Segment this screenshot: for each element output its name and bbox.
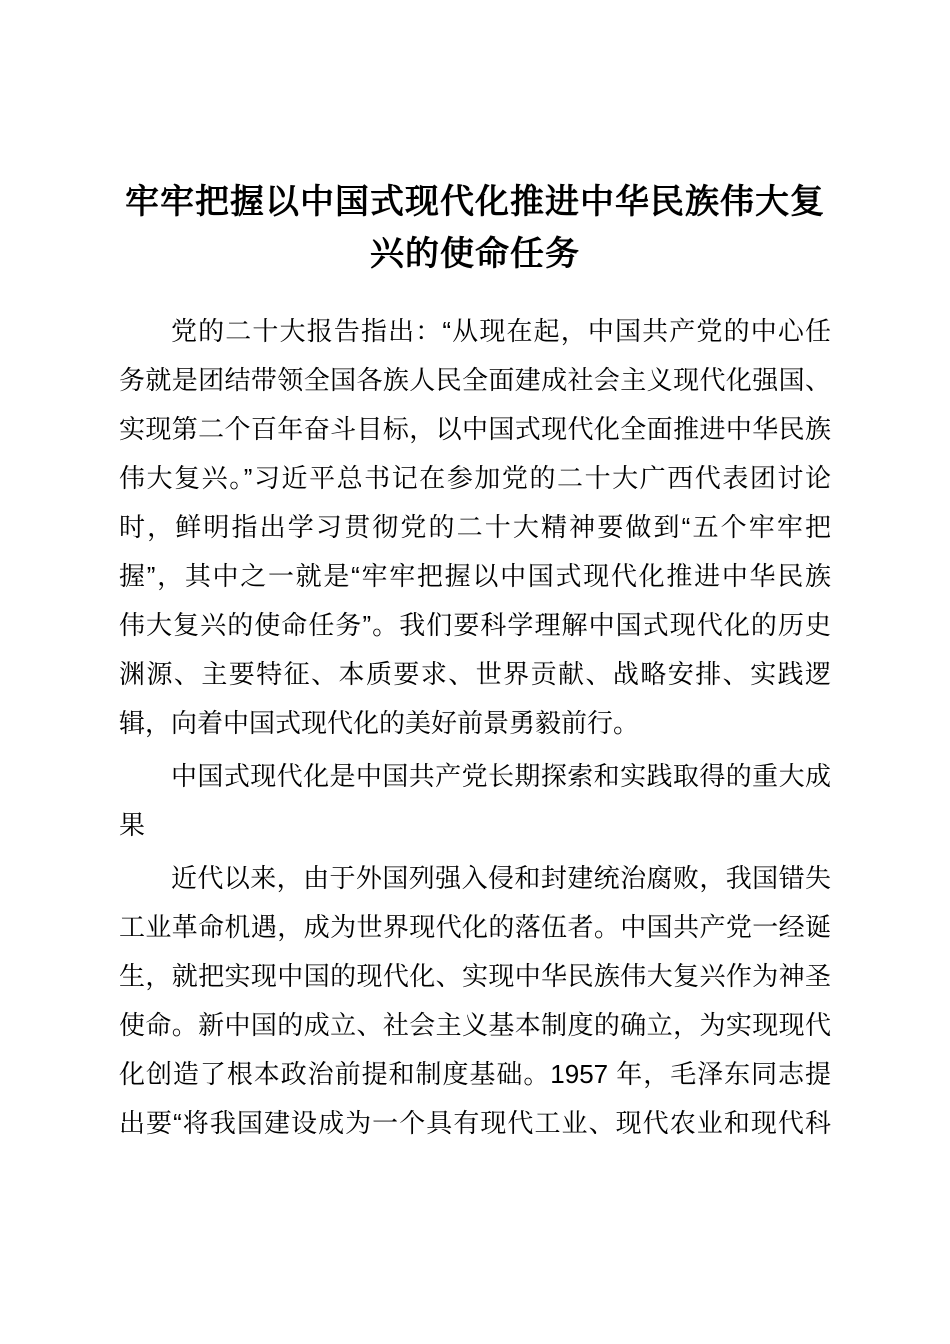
paragraph-2 (119, 752, 831, 850)
text-line: 中国式现代化是中国共产党长期探索和实践取得的重大成 (171, 761, 831, 791)
text-line: 握”，其中之一就是“牢牢把握以中国式现代化推进中华民族 (119, 561, 831, 591)
paragraph-1 (119, 307, 831, 748)
document-body (119, 307, 831, 1148)
title-line: 牢牢把握以中国式现代化推进中华民族伟大复 (125, 183, 825, 221)
text-line: 果 (119, 810, 146, 840)
text-line: 辑，向着中国式现代化的美好前景勇毅前行。 (119, 708, 640, 738)
text-line: 党的二十大报告指出：“从现在起，中国共产党的中心任 (171, 316, 831, 346)
text-line: 化创造了根本政治前提和制度基础。1957 年，毛泽东同志提 (119, 1059, 831, 1089)
title-line: 兴的使命任务 (370, 235, 580, 273)
text-line: 渊源、主要特征、本质要求、世界贡献、战略安排、实践逻 (119, 659, 831, 689)
text-line: 近代以来，由于外国列强入侵和封建统治腐败，我国错失 (171, 863, 831, 893)
text-line: 伟大复兴。”习近平总书记在参加党的二十大广西代表团讨论 (119, 463, 831, 493)
text-line: 使命。新中国的成立、社会主义基本制度的确立，为实现现代 (119, 1010, 831, 1040)
text-line: 伟大复兴的使命任务”。我们要科学理解中国式现代化的历史 (119, 610, 831, 640)
text-line: 时，鲜明指出学习贯彻党的二十大精神要做到“五个牢牢把 (119, 512, 831, 542)
document-title (119, 176, 831, 280)
text-line: 出要“将我国建设成为一个具有现代工业、现代农业和现代科 (119, 1108, 831, 1138)
text-line: 实现第二个百年奋斗目标，以中国式现代化全面推进中华民族 (119, 414, 831, 444)
text-line: 工业革命机遇，成为世界现代化的落伍者。中国共产党一经诞 (119, 912, 831, 942)
text-line: 生，就把实现中国的现代化、实现中华民族伟大复兴作为神圣 (119, 961, 831, 991)
text-line: 务就是团结带领全国各族人民全面建成社会主义现代化强国、 (119, 365, 831, 395)
paragraph-3 (119, 854, 831, 1148)
